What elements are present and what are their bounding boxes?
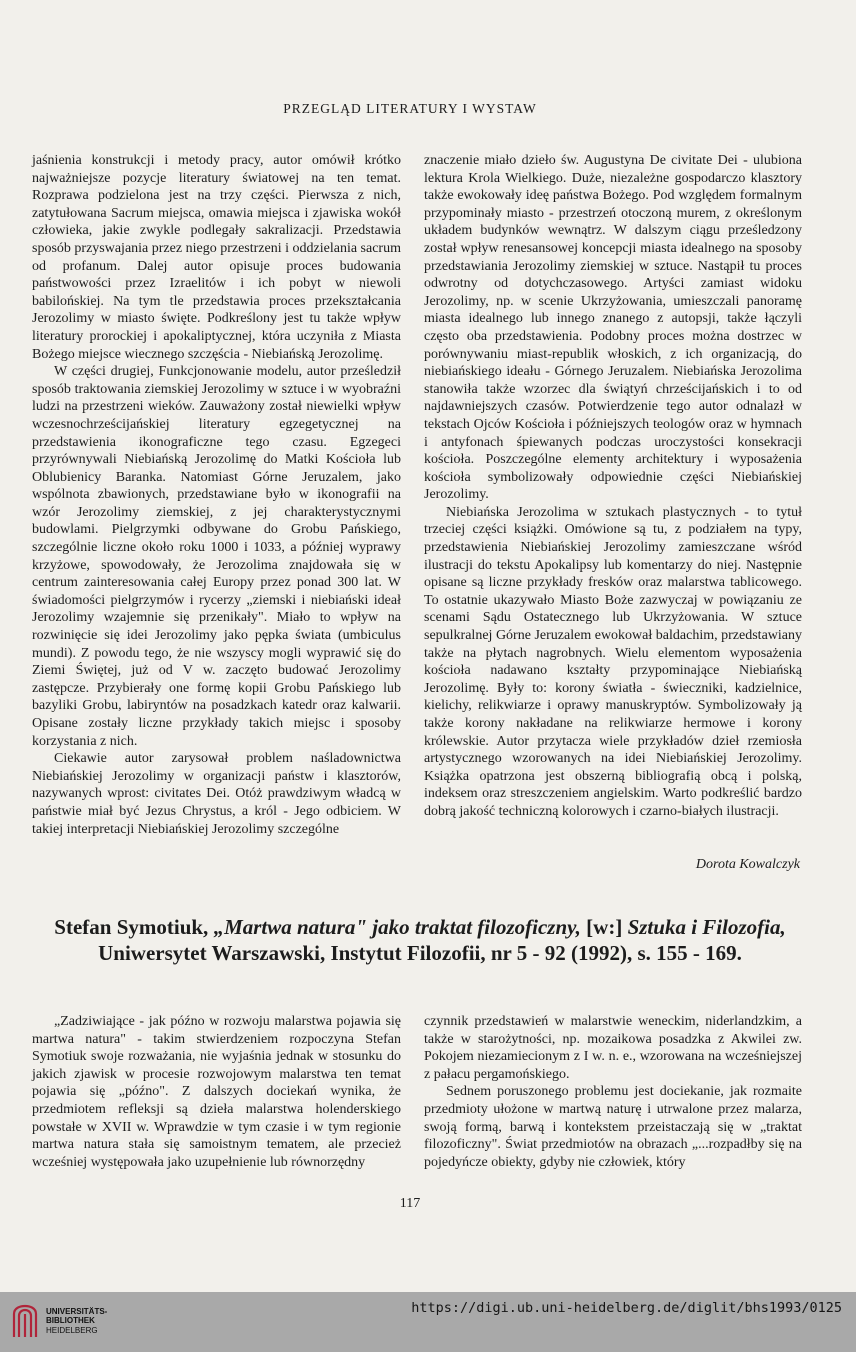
viewer-footer (0, 1292, 856, 1352)
permalink-url[interactable]: https://digi.ub.uni-heidelberg.de/diglit/bhs1993/0125 (411, 1300, 842, 1316)
reviewed-title: „Martwa natura" jako traktat filozoficzny, (213, 915, 581, 939)
page-number: 117 (399, 1196, 421, 1211)
review-signature: Dorota Kowalczyk (695, 857, 800, 872)
paragraph: znaczenie miało dzieło św. Augustyna De civitate Dei - ulubiona lektura Krola Wielkiego. Duże, niezależne gospodarczo klasztory także ewokowały ideę państwa Bożego. Pod względem formalnym przypominały miasto - przestrzeń otoczoną murem, z określonym układem budynków wewnątrz. W dalszym ciągu prześledzony został wpływ renesansowej koncepcji miasta idealnego na sposoby przedstawiania Jerozolimy ziemskiej w sztuce. Nastąpił tu proces odwrotny od dotychczasowego. Artyści zamiast widoku Jerozolimy, np. w scenie Ukrzyżowania, umieszczali panoramę miasta idealnego lub innego znanego z autopsji, także łączyli często oba przedstawienia. Podobny proces można dostrzec w porównywaniu miast-republik włoskich, z ich organizacją, do niebiańskiego ideału - Górnego Jeruzalem. Niebiańska Jerozolima stanowiła także wzorzec dla świątyń chrześcijańskich i to od najdawniejszych czasów. Potwierdzenie tego autor odnalazł w tekstach Ojców Kościoła i późniejszych teologów oraz w hymnach i antyfonach śpiewanych podczas uroczystości konsekracji kościoła. Poszczególne elementy architektury i wyposażenia kościoła symbolizowały odpowiednie części Niebiańskiej Jerozolimy. (424, 153, 802, 503)
bottom-right-column (424, 1013, 802, 1171)
running-head: PRZEGLĄD LITERATURY I WYSTAW (283, 101, 537, 116)
journal-title: Sztuka i Filozofia, (627, 915, 786, 939)
paragraph: jaśnienia konstrukcji i metody pracy, autor omówił krótko najważniejsze pozycje literatury światowej na ten temat. Rozprawa podzielona jest na trzy części. Pierwsza z nich, zatytułowana Sacrum miejsca, omawia miejsca i zjawiska wokół człowieka, jakie zwykle podlegały sakralizacji. Przedstawia sposób przyswajania przez niego przestrzeni i oddzielania sacrum od profanum. Dalej autor opisuje proces budowania państwowości przez Izraelitów i ich pobyt w niewoli babilońskiej. Na tym tle przedstawia proces przekształcania Jerozolimy w miasto święte. Podkreślony jest tu także wpływ literatury prorockiej i apokaliptycznej, która uczyniła z Miasta Bożego miejsce wiecznego szczęścia - Niebiańską Jerozolimę. (32, 153, 401, 362)
paragraph: „Zadziwiające - jak późno w rozwoju malarstwa pojawia się martwa natura" - takim stwierdzeniem rozpoczyna Stefan Symotiuk swoje rozważania, nie wyjaśnia jednak w stosunku do jakich zjawisk w procesie rozwojowym malarstwa ten temat pojawia się „późno". Z dalszych dociekań wynika, że przedmiotem refleksji są dzieła malarstwa holenderskiego powstałe w XVII w. Wprawdzie w tym czasie i w tym regionie martwa natura stała się samoistnym tematem, ale przecież wcześniej występowała jako uzupełnienie lub równorzędny (32, 1014, 401, 1170)
library-name: UNIVERSITÄTS- BIBLIOTHEK HEIDELBERG (46, 1306, 108, 1335)
reviewed-author: Stefan Symotiuk, (54, 915, 209, 939)
library-emblem-icon (10, 1304, 40, 1338)
top-left-column (32, 152, 401, 838)
publication-details: Uniwersytet Warszawski, Instytut Filozofii, nr 5 - 92 (1992), s. 155 - 169. (98, 941, 742, 965)
library-logo[interactable] (10, 1304, 107, 1338)
review-heading (30, 914, 810, 966)
paragraph: W części drugiej, Funkcjonowanie modelu, autor prześledził sposób traktowania ziemskiej Jerozolimy w sztuce i w wyobraźni ludzi na przestrzeni wieków. Zauważony został niewielki wpływ wczesnochrześcijańskiej literatury egzegetycznej na przedstawienia ikonograficzne tego czasu. Egzegeci przyrównywali Niebiańską Jerozolimę do Matki Kościoła lub Oblubienicy Baranka. Natomiast Górne Jeruzalem, jako wspólnota zbawionych, przedstawiane było w ikonografii na wzór Jerozolimy ziemskiej, z jej charakterystycznymi budowlami. Pielgrzymki odbywane do Grobu Pańskiego, szczególnie liczne około roku 1000 i 1033, a później wyprawy krzyżowe, spowodowały, że Jerozolima znajdowała się w centrum zainteresowania całej Europy przez ponad 300 lat. W świadomości pielgrzymów i rycerzy „ziemski i niebiański ideał Jerozolimy wzajemnie się przenikały". Miało to wpływ na rozwinięcie się idei Jerozolimy jako pępka świata (umbiculus mundi). Z powodu tego, że nie wszyscy mogli wyprawić się do Ziemi Świętej, już od V w. zaczęto budować Jerozolimy zastępcze. Przybierały one formę kopii Grobu Pańskiego lub bazyliki Grobu, labiryntów na posadzkach katedr oraz kalwarii. Opisane zostały liczne przykłady takich miejsc i sposoby korzystania z nich. (32, 364, 401, 749)
paragraph: Sednem poruszonego problemu jest dociekanie, jak rozmaite przedmioty ułożone w martwą naturę i utrwalone przez malarza, swoją formą, barwą i kontekstem przeistaczają się w „traktat filozoficzny". Świat przedmiotów na obrazach „...rozpadłby się na pojedyńcze obiekty, gdyby nie człowiek, który (424, 1084, 802, 1170)
paragraph: czynnik przedstawień w malarstwie weneckim, niderlandzkim, a także w starożytności, np. mozaikowa posadzka z Akwilei zw. Pokojem niezamiecionym z I w. n. e., wzorowana na wcześniejszej z pałacu pergamońskiego. (424, 1014, 802, 1082)
bottom-left-column (32, 1013, 401, 1171)
top-right-column (424, 152, 802, 821)
in-marker: [w:] (586, 915, 623, 939)
paragraph: Niebiańska Jerozolima w sztukach plastycznych - to tytuł trzeciej części książki. Omówione są tu, z podziałem na typy, przedstawienia Niebiańskiej Jerozolimy zamieszczane wśród ilustracji do tekstu Apokalipsy lub komentarzy do niej. Następnie opisane są liczne przykłady fresków oraz malarstwa tablicowego. To ostatnie ukazywało Miasto Boże zazwyczaj w powiązaniu ze scenami Sądu Ostatecznego lub Ukrzyżowania. W sztuce sepulkralnej Górne Jeruzalem ewokował baldachim, przedstawiany także na płytach nagrobnych. Wielu elementom wyposażenia kościoła nadawano kształty przypominające Niebiańską Jerozolimę. Były to: korony światła - świeczniki, kadzielnice, kielichy, relikwiarze i oprawy manuskryptów. Symbolizowały ją także korony nakładane na relikwiarze hermowe i korony królewskie. Autor przytacza wiele przykładów dzieł rzemiosła artystycznego wzorowanych na idei Niebiańskiej Jerozolimy. Książka opatrzona jest obszerną bibliografią obcą i polską, indeksem oraz streszczeniem angielskim. Warto podkreślić bardzo dobrą jakość techniczną kolorowych i czarno-białych ilustracji. (424, 504, 802, 819)
paragraph: Ciekawie autor zarysował problem naśladownictwa Niebiańskiej Jerozolimy w organizacji państw i klasztorów, nazywanych wprost: civitates Dei. Otóż prawdziwym władcą w państwie miał być Jezus Chrystus, a król - Jego odbiciem. W takiej interpretacji Niebiańskiej Jerozolimy szczególne (32, 751, 401, 837)
